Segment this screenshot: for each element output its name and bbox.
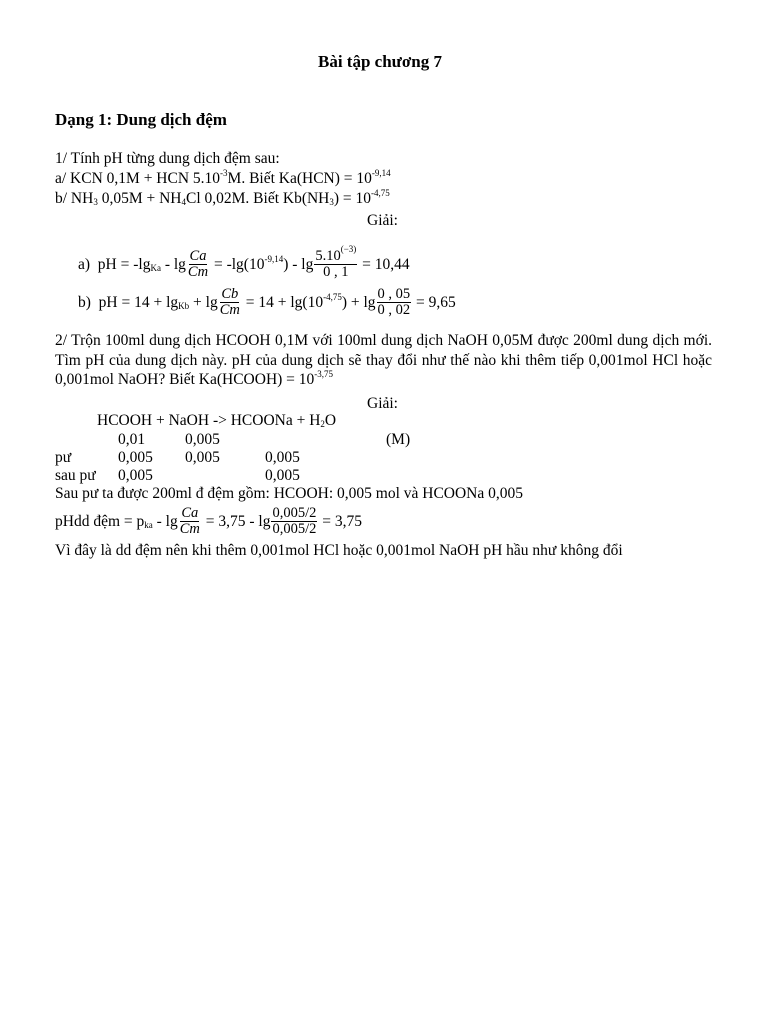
text: - lg [160, 256, 186, 273]
exercise-2-text [55, 331, 712, 390]
text: O [324, 412, 337, 429]
exponent: -4,75 [371, 188, 390, 198]
exponent: -9,14 [371, 168, 391, 178]
fraction [187, 249, 209, 280]
after-reaction-text: Sau pư ta được 200ml đ đệm gồm: HCOOH: 0,005 mol và HCOONa 0,005 [55, 485, 524, 502]
reaction-equation [97, 412, 336, 430]
numerator: Cb [221, 285, 239, 302]
subscript: 2 [320, 419, 325, 429]
solution-a [78, 243, 410, 282]
fraction [271, 506, 317, 537]
text: + lg [189, 294, 218, 311]
after-row-label: sau pư [55, 467, 96, 484]
text: ) - lg [283, 256, 314, 273]
subscript: ka [144, 520, 153, 530]
text: ) + lg [341, 294, 376, 311]
subscript: Kb [178, 301, 190, 311]
numerator: Ca [181, 504, 199, 521]
denominator: Cm [187, 263, 209, 280]
exponent: -4,75 [323, 292, 342, 302]
solution-a-label: a) [78, 256, 91, 273]
fraction [377, 287, 412, 318]
exponent: -3,75 [314, 369, 334, 379]
subscript: 4 [181, 197, 186, 207]
denominator: 0 , 1 [323, 263, 349, 280]
exercise-2-body: 2/ Trộn 100ml dung dịch HCOOH 0,1M với 100ml dung dịch NaOH 0,05M được 200ml dung dịch mới. Tìm pH của dung dịch này. pH của dung dịch sẽ thay đổi như thế nào khi thêm tiếp 0,001mol HCl hoặc 0,001mol NaOH? Biết Ka(HCOOH) = 10 [55, 332, 712, 388]
numerator-exponent: (−3) [340, 243, 357, 254]
exponent: -9,14 [264, 254, 284, 264]
ph-calculation [55, 505, 362, 539]
denominator: 0 , 02 [377, 301, 411, 318]
unit-label: (M) [386, 431, 411, 448]
solution-label-2: Giải: [367, 395, 398, 412]
numerator: 0 , 05 [377, 285, 411, 302]
after-row-c3: 0,005 [265, 467, 300, 484]
text: = 14 + lg(10 [241, 294, 324, 311]
solution-b [78, 286, 456, 320]
text: b/ NH [55, 190, 94, 207]
text: pH = 14 + lg [98, 294, 179, 311]
initial-conc-c2: 0,005 [185, 431, 220, 448]
text: pHdd đệm = p [55, 513, 145, 530]
page-title: Bài tập chương 7 [318, 52, 442, 71]
solution-label-1: Giải: [367, 212, 398, 229]
react-row-c3: 0,005 [265, 449, 300, 466]
fraction [219, 287, 241, 318]
text: a/ KCN 0,1M + HCN 5.10 [55, 170, 221, 187]
denominator: Cm [219, 301, 240, 318]
section-heading: Dạng 1: Dung dịch đệm [55, 110, 227, 129]
conclusion-text: Vì đây là dd đệm nên khi thêm 0,001mol HCl hoặc 0,001mol NaOH pH hầu như không đổi [55, 542, 623, 559]
denominator: 0,005/2 [272, 520, 317, 537]
exponent: -3 [220, 168, 228, 178]
text: M. Biết Ka(HCN) = 10 [227, 170, 372, 187]
subscript: 3 [93, 197, 98, 207]
text: Cl 0,02M. Biết Kb(NH [186, 190, 330, 207]
react-row-c1: 0,005 [118, 449, 153, 466]
text: = 9,65 [412, 294, 456, 311]
text: - lg [152, 513, 178, 530]
text: HCOOH + NaOH -> HCOONa + H [97, 412, 321, 429]
text: = 3,75 [318, 513, 362, 530]
text: ) = 10 [333, 190, 372, 207]
react-row-label: pư [55, 449, 72, 466]
numerator [314, 243, 357, 265]
fraction [314, 243, 357, 280]
numerator: Ca [189, 247, 207, 264]
text: 0,05M + NH [97, 190, 182, 207]
numerator: 0,005/2 [272, 504, 317, 521]
text: = 10,44 [358, 256, 410, 273]
exercise-1b [55, 190, 390, 208]
denominator: Cm [179, 520, 200, 537]
subscript: 3 [329, 197, 334, 207]
exercise-1-intro: 1/ Tính pH từng dung dịch đệm sau: [55, 150, 280, 167]
initial-conc-c1: 0,01 [118, 431, 146, 448]
numerator-base: 5.10 [315, 247, 341, 264]
text: = 3,75 - lg [201, 513, 271, 530]
fraction [179, 506, 201, 537]
exercise-1a [55, 170, 391, 188]
subscript: Ka [150, 263, 161, 273]
text: pH = -lg [97, 256, 151, 273]
react-row-c2: 0,005 [185, 449, 220, 466]
after-row-c1: 0,005 [118, 467, 153, 484]
solution-b-label: b) [78, 294, 91, 311]
text: = -lg(10 [210, 256, 265, 273]
